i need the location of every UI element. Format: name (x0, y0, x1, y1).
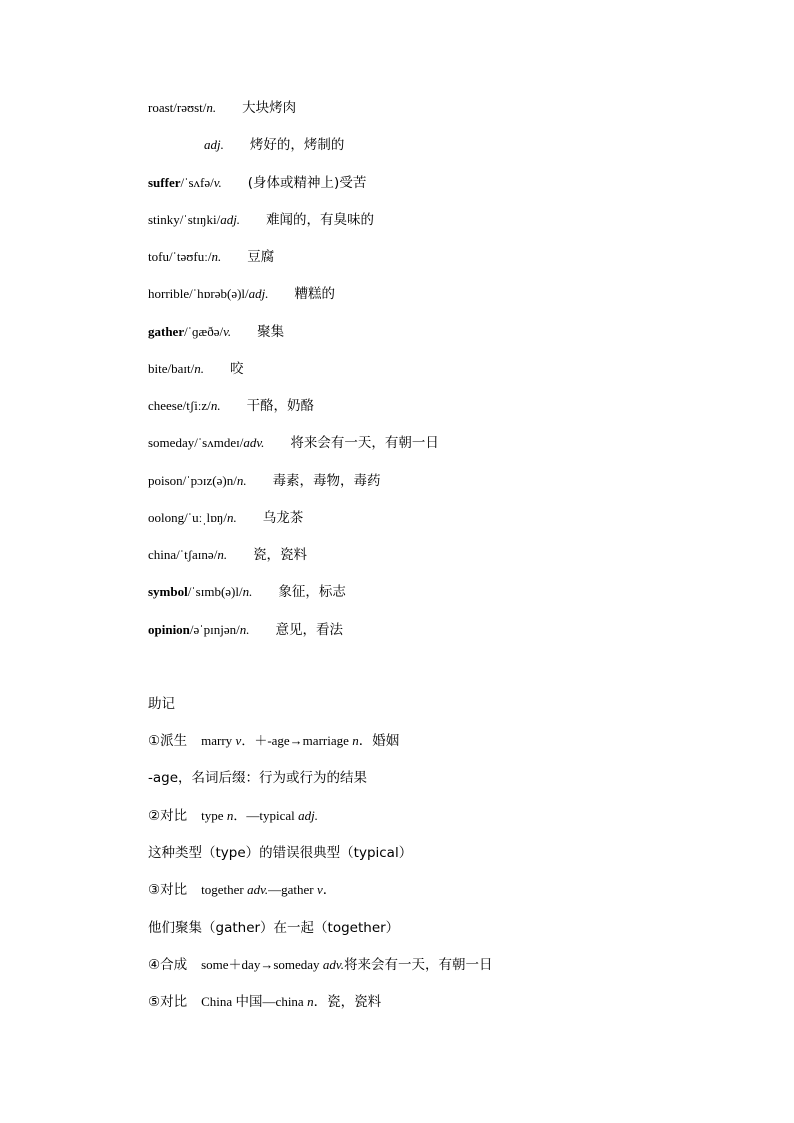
vocab-meaning: (身体或精神上)受苦 (247, 175, 367, 191)
vocab-pos: n. (236, 473, 247, 488)
vocab-pos: adj. (220, 212, 241, 227)
mnemonic-label: ②对比 (148, 808, 188, 824)
vocab-pos: n. (239, 622, 250, 637)
vocab-entry (148, 285, 335, 303)
mnemonic-item: ③对比 together adv.—gather v． (148, 882, 337, 898)
vocab-meaning: 糟糕的 (294, 286, 336, 302)
vocab-meaning: 豆腐 (247, 249, 275, 265)
vocab-pos: v. (213, 175, 222, 190)
vocab-entry (148, 136, 344, 154)
vocab-entry (148, 434, 439, 452)
vocab-meaning: 毒素，毒物，毒药 (272, 473, 381, 489)
vocab-pos: n. (194, 361, 204, 376)
mnemonic-item: ①派生 marry v．＋-age→marriage n．婚姻 (148, 733, 400, 749)
vocab-phonetic: /ˈɡæðə/ (184, 324, 224, 339)
vocab-entry (148, 472, 381, 490)
vocab-phonetic: /əˈpɪnjən/ (189, 622, 240, 637)
vocab-pos: n. (242, 584, 253, 599)
vocab-phonetic: /ˈhɒrəb(ə)l/ (189, 286, 249, 301)
vocab-phonetic: /ˈtəʊfuː/ (168, 249, 212, 264)
vocab-entry (148, 397, 314, 415)
vocab-word: bite (148, 361, 168, 376)
vocab-word: cheese (148, 398, 183, 413)
vocab-entry (148, 360, 243, 378)
mnemonic-label: ⑤对比 (148, 994, 188, 1010)
vocab-phonetic: /baɪt/ (167, 361, 195, 376)
vocab-word: poison (148, 473, 183, 488)
vocab-phonetic: /ˈsʌfə/ (180, 175, 214, 190)
mnemonic-item: ②对比 type n．—typical adj. (148, 808, 319, 824)
vocab-pos: n. (217, 547, 228, 562)
vocab-meaning: 咬 (229, 361, 244, 377)
vocab-word: someday (148, 435, 195, 450)
vocab-pos: n. (211, 249, 222, 264)
vocab-phonetic: /rəʊst/ (173, 100, 207, 115)
mnemonic-label: ①派生 (148, 733, 188, 749)
vocab-word: opinion (148, 622, 190, 637)
vocab-word: stinky (148, 212, 180, 227)
vocab-phonetic: /ˈpɔɪz(ə)n/ (182, 473, 237, 488)
vocab-meaning: 大块烤肉 (242, 100, 297, 116)
vocab-word: tofu (148, 249, 169, 264)
vocab-word: roast (148, 100, 174, 115)
vocab-pos: v. (223, 324, 232, 339)
vocab-entry (148, 546, 307, 564)
vocab-pos: adj. (204, 137, 224, 152)
vocab-phonetic: /ˈsʌmdeɪ/ (194, 435, 244, 450)
vocab-entry (148, 248, 274, 266)
mnemonics-heading: 助记 (148, 696, 175, 712)
vocab-word: suffer (148, 175, 181, 190)
vocab-phonetic: /ˈstɪŋki/ (179, 212, 221, 227)
vocab-entry (148, 583, 346, 601)
mnemonic-note: 他们聚集（gather）在一起（together） (148, 920, 400, 936)
vocab-meaning: 意见，看法 (275, 622, 343, 638)
vocab-meaning: 难闻的，有臭味的 (266, 212, 375, 228)
mnemonic-note: -age，名词后缀：行为或行为的结果 (148, 770, 368, 786)
mnemonic-label: ③对比 (148, 882, 188, 898)
vocab-meaning: 干酪，奶酪 (246, 398, 315, 414)
vocab-entry (148, 621, 343, 639)
vocab-meaning: 烤好的，烤制的 (249, 137, 345, 153)
vocab-pos: adv. (243, 435, 265, 450)
vocab-phonetic: /ˈuːˌlɒŋ/ (184, 510, 227, 525)
vocab-phonetic: /ˈtʃaɪnə/ (176, 547, 218, 562)
mnemonic-item: ⑤对比 China 中国—china n．瓷，瓷料 (148, 994, 382, 1010)
vocab-word: horrible (148, 286, 190, 301)
vocab-phonetic: /tʃiːz/ (182, 398, 211, 413)
vocab-word: symbol (148, 584, 188, 599)
mnemonic-item: ④合成 some＋day→someday adv.将来会有一天，有朝一日 (148, 957, 493, 973)
vocab-meaning: 聚集 (257, 324, 285, 340)
vocab-word: oolong (148, 510, 185, 525)
vocab-phonetic: /ˈsɪmb(ə)l/ (187, 584, 243, 599)
mnemonic-note: 这种类型（type）的错误很典型（typical） (148, 845, 413, 861)
vocab-meaning: 将来会有一天，有朝一日 (290, 435, 439, 451)
vocab-entry (148, 174, 366, 192)
vocab-pos: n. (226, 510, 237, 525)
vocab-word: gather (148, 324, 185, 339)
vocab-entry (148, 323, 284, 341)
mnemonic-label: ④合成 (148, 957, 188, 973)
vocab-pos: n. (210, 398, 221, 413)
vocab-pos: n. (206, 100, 217, 115)
vocab-meaning: 乌龙茶 (262, 510, 304, 526)
vocab-entry (148, 211, 374, 229)
vocab-word: china (148, 547, 177, 562)
vocab-entry (148, 99, 296, 117)
vocab-meaning: 象征，标志 (278, 584, 346, 600)
vocab-pos: adj. (248, 286, 269, 301)
vocab-meaning: 瓷，瓷料 (253, 547, 308, 563)
vocab-entry (148, 509, 303, 527)
